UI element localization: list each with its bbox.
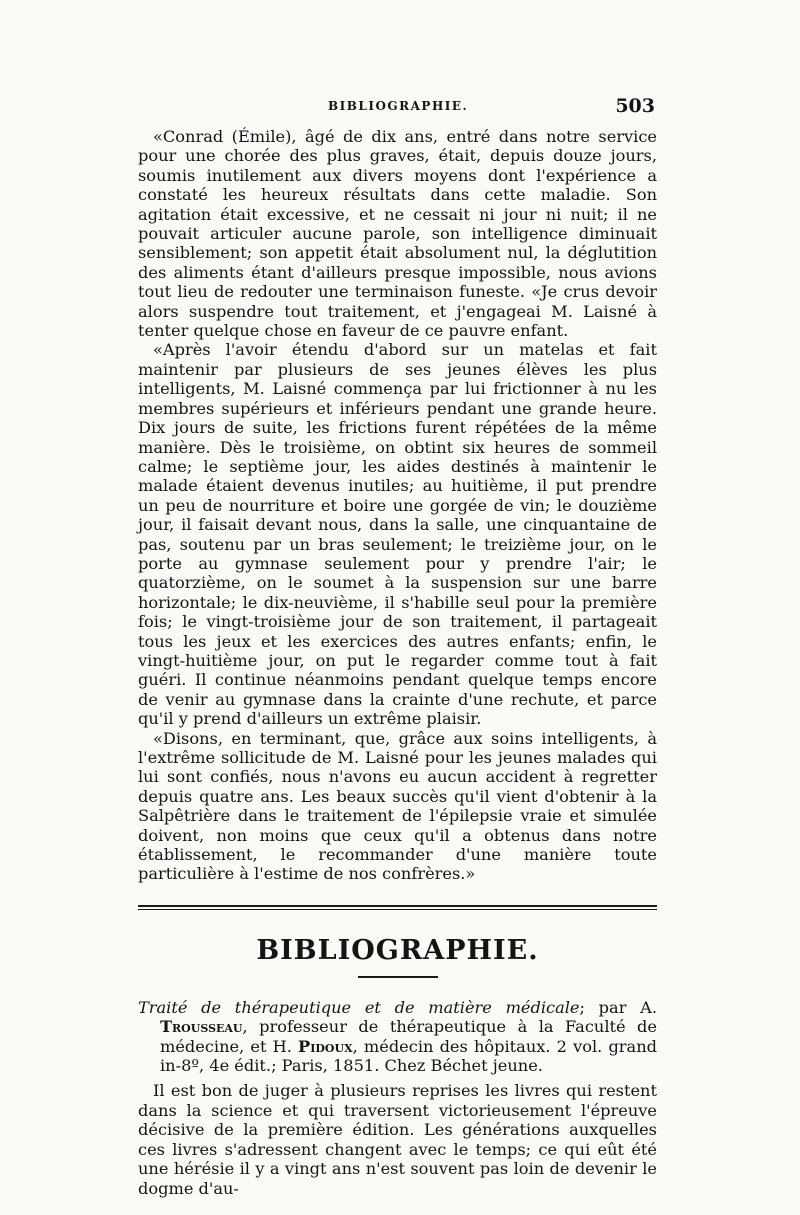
author-trousseau-role: , professeur de thérapeutique à la Faculté de médecine, et H.	[160, 1017, 657, 1056]
author-trousseau: Trousseau	[160, 1017, 243, 1037]
page-header	[140, 95, 655, 117]
divider-thin-rule	[138, 909, 657, 910]
page-number: 503	[615, 95, 655, 117]
section-divider	[138, 905, 657, 910]
paragraph-conrad-case: «Conrad (Émile), âgé de dix ans, entré dans notre service pour une chorée des plus graves, était, depuis douze jours, soumis inutilement aux divers moyens dont l'expérience a constaté les heureux résultats dans cette maladie. Son agitation était excessive, et ne cessait ni jour ni nuit; il ne pouvait articuler aucune parole, son intelligence diminuait sensiblement; son appetit était absolument nul, la déglutition des aliments étant d'ailleurs presque impossible, nous avions tout lieu de redouter une terminaison funeste. «Je crus devoir alors suspendre tout traitement, et j'engageai M. Laisné à tenter quelque chose en faveur de ce pauvre enfant.	[138, 127, 657, 341]
entry-by: ; par A.	[579, 997, 657, 1017]
bibliography-section	[138, 998, 657, 1198]
entry-details: , médecin des hôpitaux. 2 vol. grand in-8º, 4e édit.; Paris, 1851. Chez Béchet jeune.	[160, 1036, 657, 1076]
running-title: BIBLIOGRAPHIE.	[328, 99, 469, 113]
paragraph-conclusion: «Disons, en terminant, que, grâce aux soins intelligents, à l'extrême sollicitude de M. Laisné pour les jeunes malades qui lui sont confiés, nous n'avons eu aucun accident à regretter depuis quatre ans. Les beaux succès qu'il vient d'obtenir à la Salpêtrière dans le traitement de l'épilepsie vraie et simulée doivent, non moins que ceux qu'il a obtenus dans notre établissement, le recommander d'une manière toute particulière à l'estime de nos confrères.»	[138, 728, 657, 884]
page-body	[138, 127, 657, 1198]
section-title: BIBLIOGRAPHIE.	[256, 934, 539, 966]
section-title-rule	[358, 976, 438, 978]
review-paragraph: Il est bon de juger à plusieurs reprises les livres qui restent dans la science et qui traversent victorieusement l'épreuve décisive de la première édition. Les générations auxquelles ces livres s'adressent changent avec le temps; ce qui eût été une hérésie il y a vingt ans n'est souvent pas loin de devenir le dogme d'au-	[138, 1081, 657, 1198]
paragraph-treatment: «Après l'avoir étendu d'abord sur un matelas et fait maintenir par plusieurs de ses jeunes élèves les plus intelligents, M. Laisné commença par lui frictionner à nu les membres supérieurs et inférieurs pendant une grande heure. Dix jours de suite, les frictions furent répétées de la même manière. Dès le troisième, on obtint six heures de sommeil calme; le septième jour, les aides destinés à maintenir le malade étaient devenus inutiles; au huitième, il put prendre un peu de nourriture et boire une gorgée de vin; le douzième jour, il faisait devant nous, dans la salle, une cinquantaine de pas, soutenu par un bras seulement; le treizième jour, on le porte au gymnase seulement pour y prendre l'air; le quatorzième, on le soumet à la suspension sur une barre horizontale; le dix-neuvième, il s'habille seul pour la première fois; le vingt-troisième jour de son traitement, il partageait tous les jeux et les exercices des autres enfants; enfin, le vingt-huitième jour, on put le regarder comme tout à fait guéri. Il continue néanmoins pendant quelque temps encore de venir au gymnase dans la crainte d'une rechute, et parce qu'il y prend d'ailleurs un extrême plaisir.	[138, 340, 657, 729]
divider-thick-rule	[138, 905, 657, 907]
work-title: Traité de thérapeutique et de matière médicale	[138, 997, 580, 1017]
author-pidoux: Pidoux	[298, 1036, 353, 1056]
bibliography-entry	[138, 998, 657, 1076]
